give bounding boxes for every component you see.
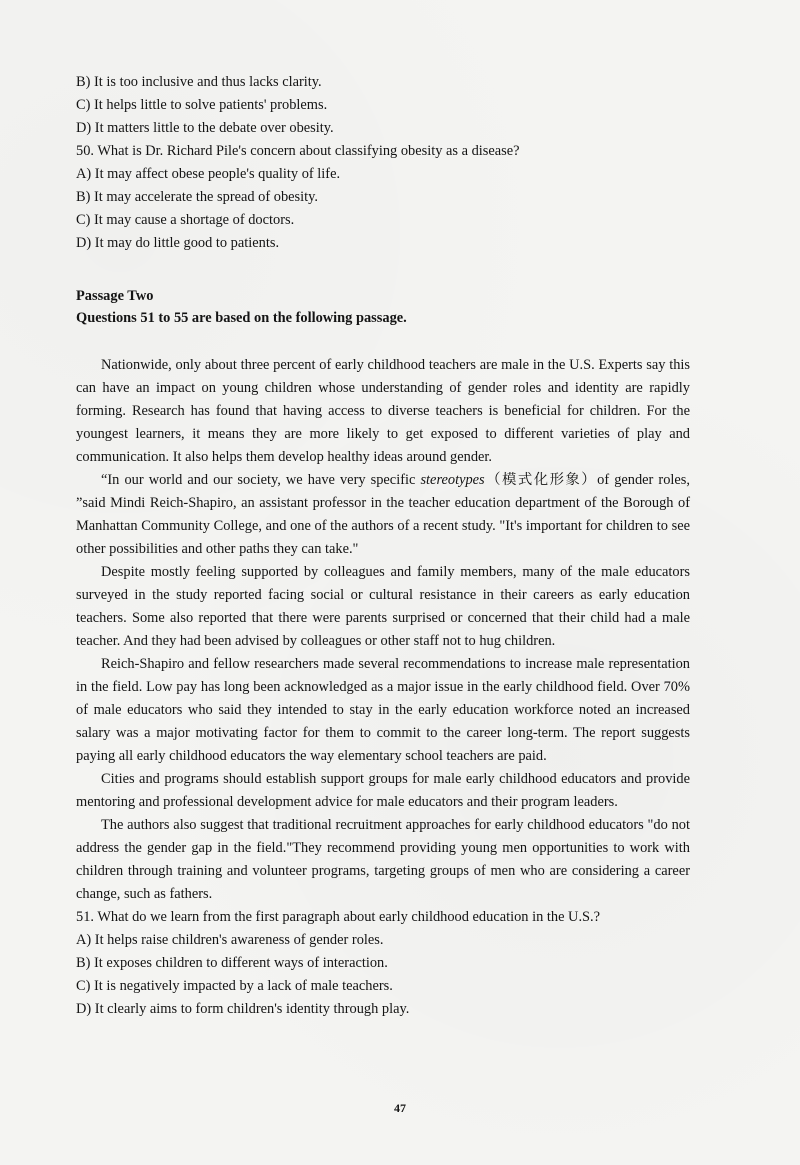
paragraph-2-text-start: “In our world and our society, we have very specific — [101, 472, 421, 488]
passage-paragraph-3: Despite mostly feeling supported by colleagues and family members, many of the male educators surveyed in the study reported facing social or cultural resistance in their careers as early education teachers. Some also reported that there were parents surprised or concerned that their child had a male teacher. And they had been advised by colleagues or other staff not to hug children. — [76, 564, 690, 649]
question-50-stem: 50. What is Dr. Richard Pile's concern about classifying obesity as a disease? — [76, 143, 520, 159]
question-51-stem: 51. What do we learn from the first paragraph about early childhood education in the U.S.? — [76, 909, 601, 925]
prev-option-d: D) It matters little to the debate over obesity. — [76, 120, 334, 136]
question-50-option-b: B) It may accelerate the spread of obesity. — [76, 189, 318, 205]
prev-option-c: C) It helps little to solve patients' problems. — [76, 97, 328, 113]
passage-paragraph-5: Cities and programs should establish support groups for male early childhood educators and provide mentoring and professional development advice for male educators and their program leaders. — [76, 771, 690, 810]
paragraph-2-text-end: （模式化形象）of gender roles, ”said Mindi Reich-Shapiro, an assistant professor in the teacher education department of the Borough of Manhattan Community College, and one of the authors of a recent study. "It's important for children to see other possibilities and other paths they can take." — [76, 472, 690, 557]
passage-paragraph-4: Reich-Shapiro and fellow researchers made several recommendations to increase male representation in the field. Low pay has long been acknowledged as a major issue in the early childhood field. Over 70% of male educators who said they intended to stay in the early education workforce noted an increased salary was a major motivating factor for them to commit to the career long-term. The report suggests paying all early childhood educators the way elementary school teachers are paid. — [76, 656, 690, 764]
passage-subtitle: Questions 51 to 55 are based on the following passage. — [76, 310, 407, 326]
passage-paragraph-2 — [76, 469, 690, 561]
passage-paragraph-1: Nationwide, only about three percent of early childhood teachers are male in the U.S. Experts say this can have an impact on young children whose understanding of gender roles and identity are rapidly forming. Research has found that having access to diverse teachers is beneficial for children. For the youngest learners, it means they are more likely to get exposed to different varieties of play and communication. It also helps them develop healthy ideas around gender. — [76, 357, 690, 465]
question-50-option-c: C) It may cause a shortage of doctors. — [76, 212, 295, 228]
question-51-option-a: A) It helps raise children's awareness of gender roles. — [76, 932, 384, 948]
passage-paragraph-6: The authors also suggest that traditional recruitment approaches for early childhood educators "do not address the gender gap in the field."They recommend providing young men opportunities to work with children through training and volunteer programs, targeting groups of men who are considering a career change, such as fathers. — [76, 817, 690, 902]
prev-option-b: B) It is too inclusive and thus lacks clarity. — [76, 74, 322, 90]
stereotypes-term: stereotypes — [420, 472, 485, 488]
spacer — [76, 255, 690, 285]
question-51-option-d: D) It clearly aims to form children's identity through play. — [76, 1001, 410, 1017]
question-50-option-a: A) It may affect obese people's quality of life. — [76, 166, 341, 182]
question-51-option-c: C) It is negatively impacted by a lack of male teachers. — [76, 978, 393, 994]
page-number: 47 — [394, 1101, 406, 1115]
spacer — [76, 329, 690, 354]
passage-title: Passage Two — [76, 288, 154, 304]
page-content — [76, 71, 690, 1021]
question-51-option-b: B) It exposes children to different ways of interaction. — [76, 955, 388, 971]
question-50-option-d: D) It may do little good to patients. — [76, 235, 280, 251]
